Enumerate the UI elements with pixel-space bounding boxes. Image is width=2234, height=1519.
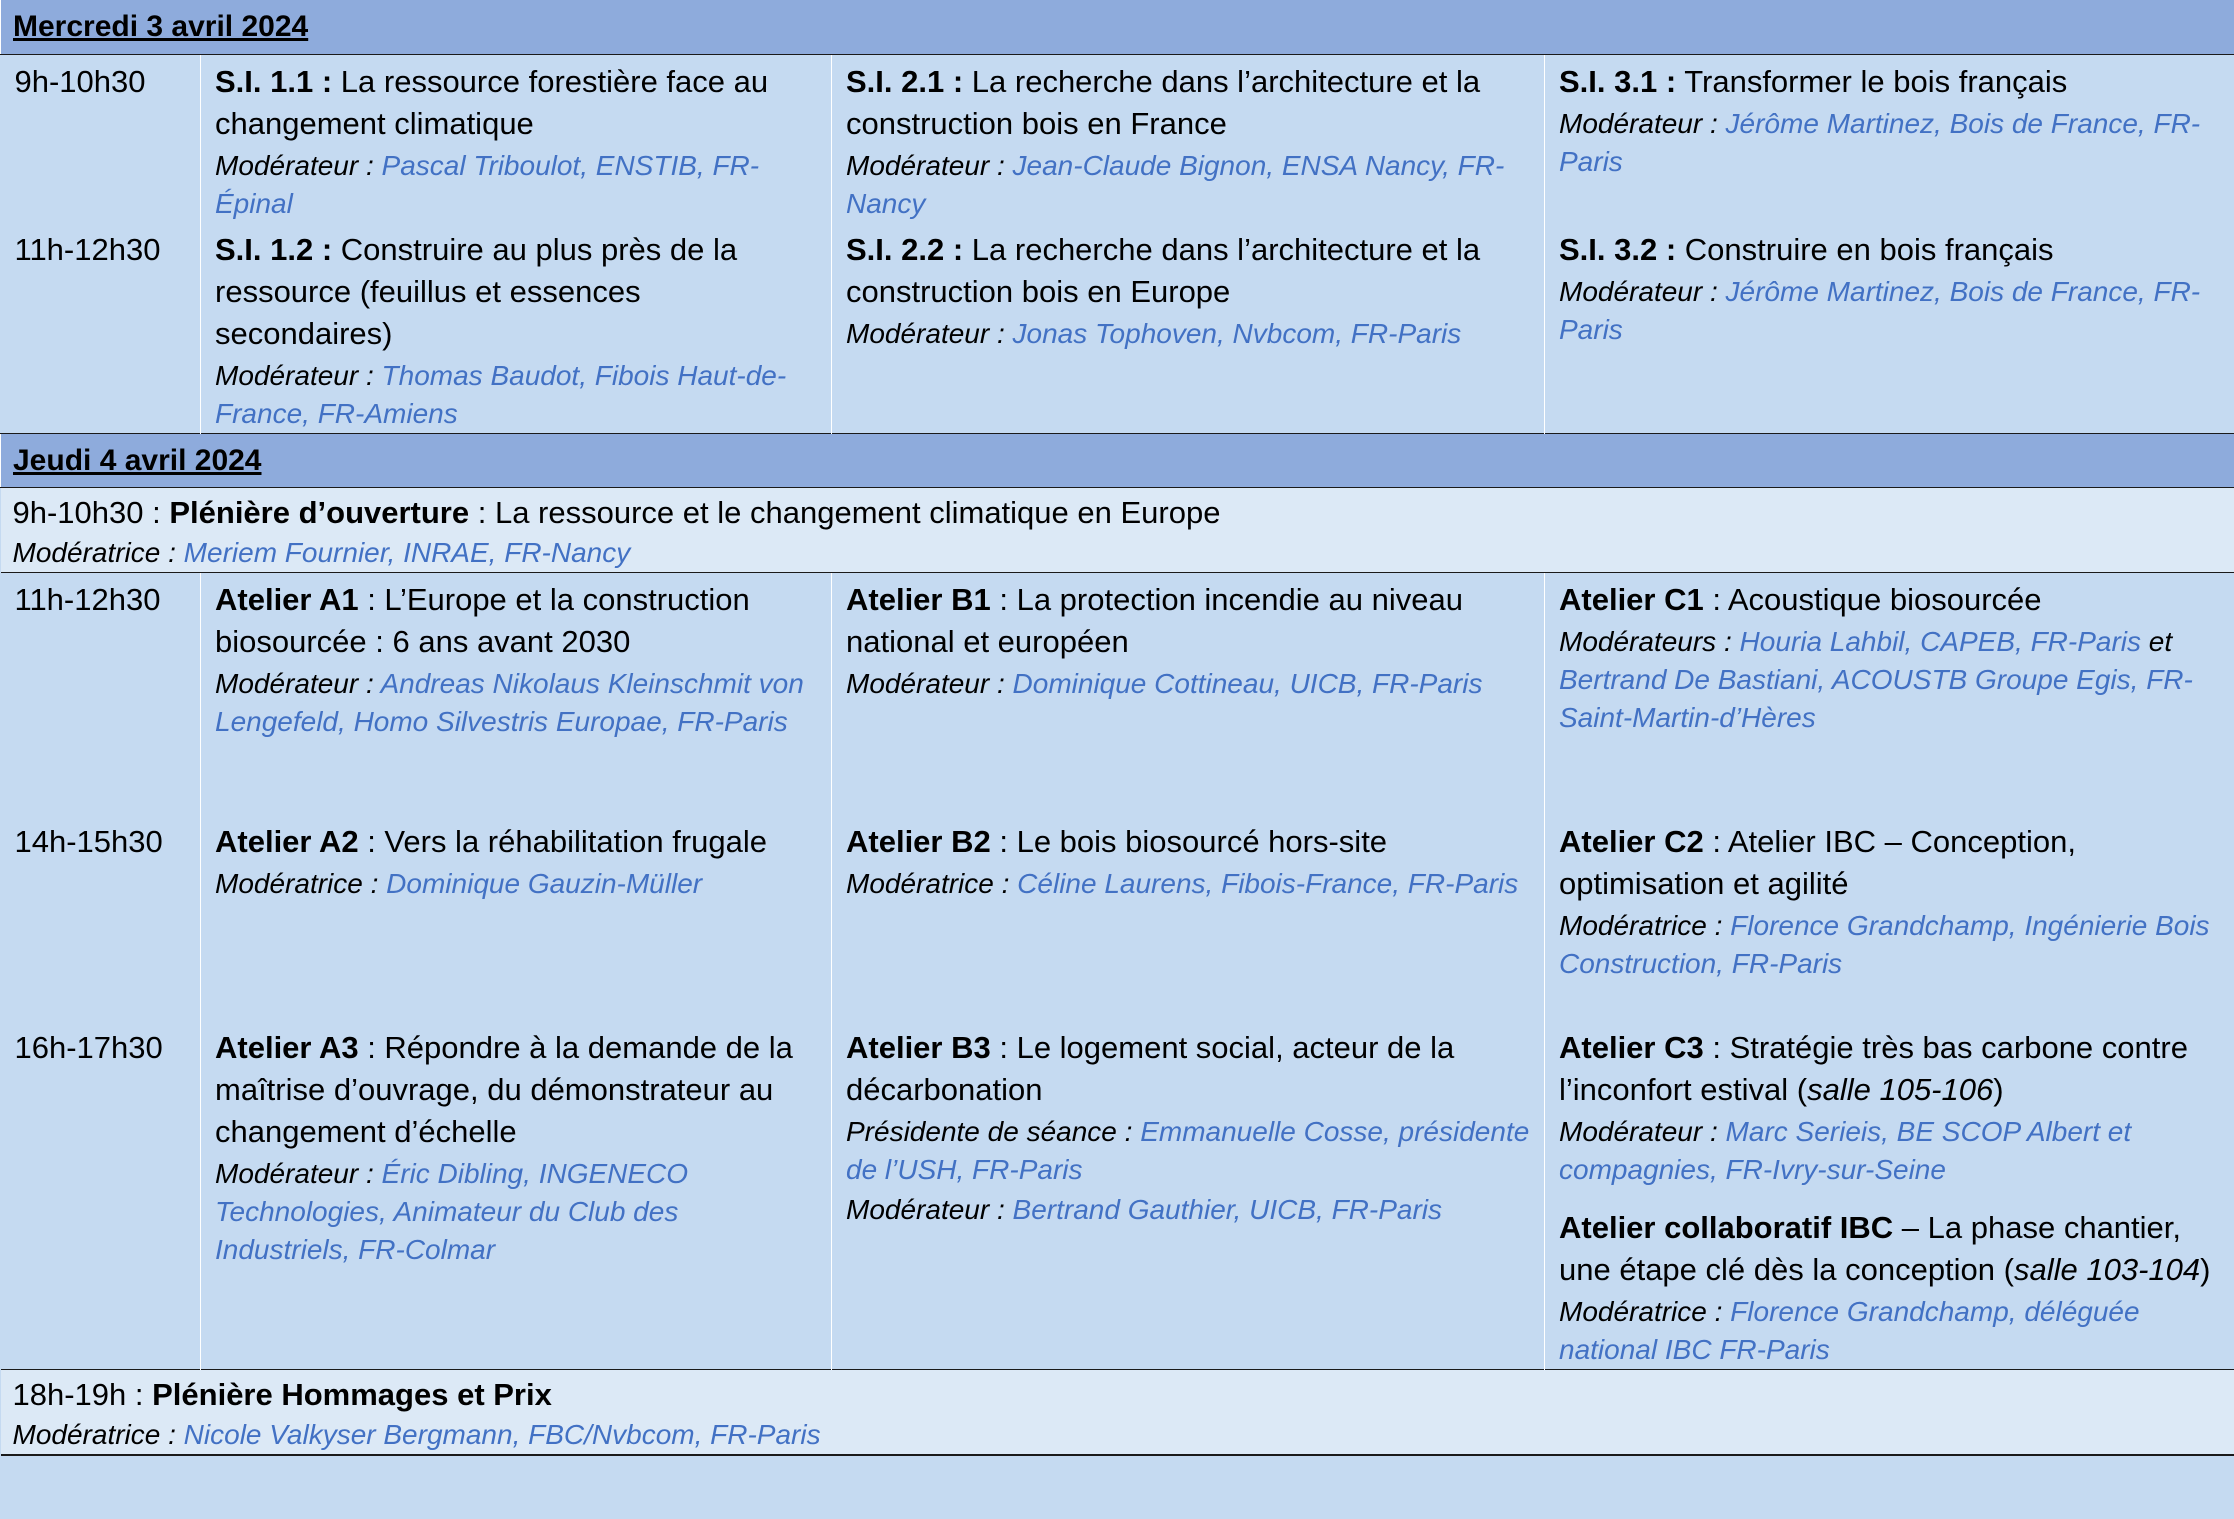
session-title: La recherche dans l’architecture et la construction bois en Europe: [846, 231, 1481, 309]
room-label: salle 103-104: [2013, 1252, 2201, 1287]
table-row: [1, 54, 2234, 223]
session-cell: [832, 54, 1545, 223]
moderator-name: Marc Serieis, BE SCOP Albert et compagnies, FR-Ivry-sur-Seine: [1559, 1116, 2132, 1185]
session-cell: [1545, 54, 2234, 223]
day-title: Mercredi 3 avril 2024: [13, 10, 309, 44]
session-title: : Acoustique biosourcée: [1703, 581, 2042, 617]
session-title: Construire en bois français: [1676, 231, 2054, 267]
session-code: S.I. 2.1 :: [846, 63, 964, 99]
moderator-label: Modératrice :: [1559, 910, 1723, 941]
moderator-name: Bertrand De Bastiani, ACOUSTB Groupe Egis, FR-Saint-Martin-d’Hères: [1559, 663, 2193, 733]
moderator-label: Modératrice :: [846, 868, 1010, 899]
time-slot: 11h-12h30: [14, 231, 161, 267]
day-header-row: [1, 0, 2234, 54]
moderator-name: Dominique Cottineau, UICB, FR-Paris: [1004, 667, 1483, 699]
moderator-name: Jérôme Martinez, Bois de France, FR-Paris: [1559, 275, 2201, 345]
session-code: Atelier C2: [1559, 824, 1704, 859]
spacer: [1559, 1189, 2221, 1207]
session-code: Atelier B1: [846, 581, 991, 617]
time-slot: 9h-10h30 :: [12, 494, 161, 530]
session-cell: [201, 1021, 832, 1370]
session-code: S.I. 2.2 :: [846, 231, 964, 267]
session-code: Atelier A3: [215, 1030, 359, 1065]
session-title: : L’Europe et la construction biosourcée : 6 ans avant 2030: [215, 581, 750, 659]
session-title: La ressource forestière face au changement climatique: [215, 63, 769, 141]
moderator-label: Modérateur :: [846, 667, 1005, 699]
session-title: – La phase chantier, une étape clé dès la conception (: [1559, 1210, 2182, 1287]
moderator-name: Florence Grandchamp, Ingénierie Bois Construction, FR-Paris: [1559, 910, 2210, 979]
session-code: Atelier B2: [846, 824, 991, 859]
moderator-conjunction: et: [2141, 625, 2173, 657]
time-slot: 11h-12h30: [14, 581, 161, 617]
session-title: La recherche dans l’architecture et la construction bois en France: [846, 63, 1481, 141]
session-title: : Vers la réhabilitation frugale: [358, 824, 767, 859]
moderator-label: Modérateur :: [846, 1194, 1005, 1225]
session-cell: [832, 815, 1545, 1021]
moderator-name: Dominique Gauzin-Müller: [378, 868, 703, 899]
room-label: salle 105-106: [1807, 1072, 1994, 1107]
moderator-label: Modérateur :: [215, 149, 374, 181]
moderator-label: Modérateur :: [1559, 275, 1718, 307]
moderator-label: Modérateur :: [215, 1158, 374, 1189]
moderator-label: Modérateur :: [215, 359, 374, 391]
moderator-name: Jérôme Martinez, Bois de France, FR-Paris: [1559, 107, 2201, 177]
moderator-label: Modérateur :: [846, 149, 1005, 181]
plenary-row: [1, 487, 2234, 572]
moderator-label: Modérateur :: [215, 667, 374, 699]
session-code: S.I. 1.1 :: [215, 63, 333, 99]
time-slot: 16h-17h30: [14, 1030, 163, 1065]
moderator-label: Modératrice :: [1559, 1296, 1723, 1327]
moderator-name: Andreas Nikolaus Kleinschmit von Lengefeld, Homo Silvestris Europae, FR-Paris: [215, 667, 804, 737]
moderator-name: Meriem Fournier, INRAE, FR-Nancy: [175, 536, 631, 568]
day-title: Jeudi 4 avril 2024: [13, 443, 262, 477]
session-cell: [1545, 815, 2234, 1021]
session-cell: [201, 572, 832, 815]
moderator-name: Thomas Baudot, Fibois Haut-de-France, FR-Amiens: [215, 359, 787, 429]
time-slot: 14h-15h30: [14, 824, 163, 859]
moderator-label: Modérateur :: [846, 317, 1005, 349]
session-cell: [832, 223, 1545, 434]
session-code: S.I. 1.2 :: [215, 231, 333, 267]
president-name: Emmanuelle Cosse, présidente de l’USH, FR-Paris: [846, 1116, 1530, 1185]
moderator-label: Modérateur :: [1559, 1116, 1718, 1147]
table-row: [1, 1021, 2234, 1370]
session-code: Atelier A1: [215, 581, 359, 617]
moderator-label: Modératrice :: [12, 1419, 176, 1450]
moderator-label: Modératrice :: [215, 868, 379, 899]
moderator-name: Jean-Claude Bignon, ENSA Nancy, FR-Nancy: [846, 149, 1505, 219]
session-title: : Atelier IBC – Conception, optimisation et agilité: [1559, 824, 2076, 901]
moderator-label: Modérateurs :: [1559, 625, 1732, 657]
plenary-title: Plénière d’ouverture: [160, 494, 470, 530]
moderator-label: Modérateur :: [1559, 107, 1718, 139]
plenary-title: Plénière Hommages et Prix: [143, 1377, 552, 1412]
time-slot: 18h-19h :: [12, 1377, 144, 1412]
moderator-name: Éric Dibling, INGENECO Technologies, Animateur du Club des Industriels, FR-Colmar: [215, 1158, 689, 1265]
session-code: Atelier A2: [215, 824, 359, 859]
session-code: Atelier C1: [1559, 581, 1704, 617]
session-code: Atelier collaboratif IBC: [1559, 1210, 1894, 1245]
session-cell: [832, 1021, 1545, 1370]
session-cell: [1545, 572, 2234, 815]
session-cell: [832, 572, 1545, 815]
table-row: [1, 815, 2234, 1021]
session-title: : La protection incendie au niveau national et européen: [846, 581, 1463, 659]
session-cell: [201, 54, 832, 223]
paren-close: ): [2200, 1252, 2211, 1287]
session-title: Transformer le bois français: [1676, 63, 2068, 99]
plenary-row: [1, 1370, 2234, 1456]
table-row: [1, 572, 2234, 815]
paren-close: ): [1993, 1072, 2004, 1107]
plenary-subtitle: : La ressource et le changement climatique en Europe: [469, 494, 1221, 530]
moderator-name: Florence Grandchamp, déléguée national IBC FR-Paris: [1559, 1296, 2140, 1365]
president-label: Présidente de séance :: [846, 1116, 1133, 1147]
time-slot: 9h-10h30: [14, 63, 146, 99]
session-title: : Répondre à la demande de la maîtrise d’ouvrage, du démonstrateur au changement d’échelle: [215, 1030, 793, 1149]
session-code: Atelier C3: [1559, 1030, 1704, 1065]
session-cell: [201, 223, 832, 434]
session-cell: [1545, 223, 2234, 434]
day-header-row: [1, 433, 2234, 487]
moderator-name: Nicole Valkyser Bergmann, FBC/Nvbcom, FR-Paris: [175, 1419, 821, 1450]
session-cell: [201, 815, 832, 1021]
table-row: [1, 223, 2234, 434]
moderator-name: Jonas Tophoven, Nvbcom, FR-Paris: [1004, 317, 1462, 349]
moderator-label: Modératrice :: [12, 536, 176, 568]
moderator-name: Céline Laurens, Fibois-France, FR-Paris: [1009, 868, 1519, 899]
session-title: Construire au plus près de la ressource (feuillus et essences secondaires): [215, 231, 738, 351]
session-title: : Le logement social, acteur de la décarbonation: [846, 1030, 1455, 1107]
session-code: Atelier B3: [846, 1030, 991, 1065]
moderator-name: Bertrand Gauthier, UICB, FR-Paris: [1004, 1194, 1443, 1225]
session-cell: [1545, 1021, 2234, 1370]
moderator-name: Pascal Triboulot, ENSTIB, FR-Épinal: [215, 149, 760, 219]
session-title: : Le bois biosourcé hors-site: [990, 824, 1388, 859]
session-code: S.I. 3.1 :: [1559, 63, 1677, 99]
moderator-name: Houria Lahbil, CAPEB, FR-Paris: [1731, 625, 2142, 657]
session-title: : Stratégie très bas carbone contre l’inconfort estival (: [1559, 1030, 2188, 1107]
session-code: S.I. 3.2 :: [1559, 231, 1677, 267]
